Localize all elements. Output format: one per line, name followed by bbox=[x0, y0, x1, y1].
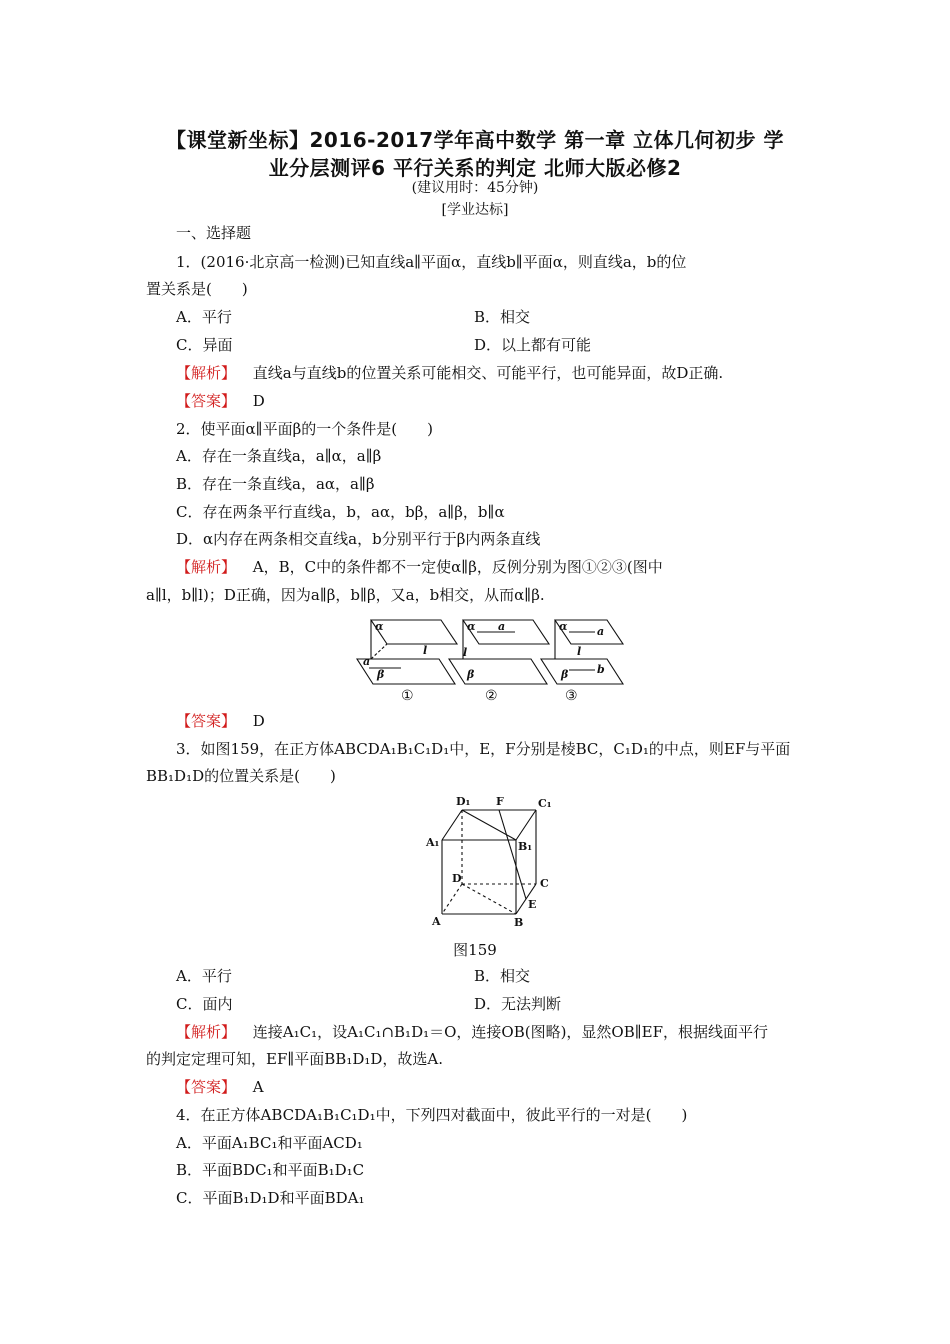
q1-analysis-text: 直线a与直线b的位置关系可能相交、可能平行，也可能异面，故D正确. bbox=[252, 364, 724, 382]
vertex-A1: A₁ bbox=[426, 836, 440, 849]
label-beta-1: β bbox=[377, 668, 385, 681]
q4-stem: 4．在正方体ABCDA₁B₁C₁D₁中，下列四对截面中，彼此平行的一对是( ) bbox=[176, 1106, 688, 1124]
vertex-A: A bbox=[432, 915, 441, 928]
q2-analysis-text-1: A，B，C中的条件都不一定使α∥β，反例分别为图①②③(图中 bbox=[252, 558, 663, 576]
segment-D1B1 bbox=[462, 810, 516, 840]
figure-number-3: ③ bbox=[565, 688, 578, 704]
q3-analysis-text-1: 连接A₁C₁，设A₁C₁∩B₁D₁＝O，连接OB(图略)，显然OB∥EF，根据线面平行 bbox=[252, 1023, 769, 1041]
analysis-tag: 【解析】 bbox=[176, 558, 237, 576]
label-a-3: a bbox=[597, 625, 605, 638]
q4-option-b: B．平面BDC₁和平面B₁D₁C bbox=[176, 1161, 365, 1179]
label-l-1: l bbox=[423, 644, 428, 657]
q1-option-d: D．以上都有可能 bbox=[474, 336, 592, 354]
figure-number-2: ② bbox=[485, 688, 498, 704]
analysis-tag: 【解析】 bbox=[176, 1023, 237, 1041]
q3-analysis-line-2: 的判定定理可知，EF∥平面BB₁D₁D，故选A. bbox=[146, 1050, 444, 1068]
vertex-C1: C₁ bbox=[538, 797, 552, 810]
hidden-segment-DB bbox=[462, 884, 516, 914]
q2-stem: 2．使平面α∥平面β的一个条件是( ) bbox=[176, 420, 433, 438]
vertex-D1: D₁ bbox=[456, 795, 471, 808]
q3-option-a: A．平行 bbox=[176, 967, 232, 985]
q2-answer bbox=[176, 711, 265, 731]
q1-stem-line-1: 1．(2016·北京高一检测)已知直线a∥平面α，直线b∥平面α，则直线a，b的位 bbox=[176, 253, 687, 271]
q1-answer-value: D bbox=[252, 392, 265, 410]
edge-D1A1 bbox=[442, 810, 462, 840]
q2-figure bbox=[355, 614, 625, 706]
q3-option-d: D．无法判断 bbox=[474, 995, 562, 1013]
vertex-D: D bbox=[452, 872, 462, 885]
label-beta-3: β bbox=[561, 668, 569, 681]
q2-option-c: C．存在两条平行直线a，b，aα，bβ，a∥β，b∥α bbox=[176, 503, 505, 521]
q2-option-b: B．存在一条直线a，aα，a∥β bbox=[176, 475, 375, 493]
q3-option-b: B．相交 bbox=[474, 967, 531, 985]
q1-answer bbox=[176, 391, 265, 411]
q4-option-a: A．平面A₁BC₁和平面ACD₁ bbox=[176, 1134, 363, 1152]
label-a-1: a bbox=[363, 655, 371, 668]
q3-figure-caption: 图159 bbox=[453, 941, 497, 959]
answer-tag: 【答案】 bbox=[176, 712, 237, 730]
q3-stem-line-1: 3．如图159，在正方体ABCDA₁B₁C₁D₁中，E，F分别是棱BC，C₁D₁的中点，则EF与平面 bbox=[176, 740, 791, 758]
q2-answer-value: D bbox=[252, 712, 265, 730]
time-hint: (建议用时：45分钟) bbox=[411, 180, 539, 196]
label-alpha-1: α bbox=[375, 620, 384, 633]
q1-option-b: B．相交 bbox=[474, 308, 531, 326]
q3-option-c: C．面内 bbox=[176, 995, 233, 1013]
q2-analysis-line-2: a∥l，b∥l)；D正确，因为a∥β，b∥β，又a，b相交，从而α∥β. bbox=[146, 586, 545, 604]
q1-stem-line-2: 置关系是( ) bbox=[146, 280, 248, 298]
analysis-tag: 【解析】 bbox=[176, 364, 237, 382]
plane-beta-3 bbox=[541, 659, 623, 684]
hidden-edge-1 bbox=[371, 644, 387, 659]
q4-option-c: C．平面B₁D₁D和平面BDA₁ bbox=[176, 1189, 365, 1207]
doc-title-line-2: 业分层测评6 平行关系的判定 北师大版必修2 bbox=[268, 156, 682, 180]
level-heading: [学业达标] bbox=[441, 202, 509, 218]
label-b-3: b bbox=[597, 663, 605, 676]
q2-analysis-line-1 bbox=[176, 557, 663, 577]
q3-answer bbox=[176, 1077, 264, 1097]
label-alpha-2: α bbox=[467, 620, 476, 633]
q1-analysis bbox=[176, 363, 723, 383]
point-E: E bbox=[528, 898, 537, 911]
label-l-3: l bbox=[577, 645, 582, 658]
q3-cube-figure bbox=[420, 794, 560, 930]
plane-alpha-1 bbox=[371, 620, 457, 644]
hidden-edge-DA bbox=[442, 884, 462, 914]
q3-analysis-line-1 bbox=[176, 1022, 768, 1042]
answer-tag: 【答案】 bbox=[176, 1078, 237, 1096]
vertex-C: C bbox=[540, 877, 549, 890]
vertex-B1: B₁ bbox=[518, 840, 533, 853]
vertex-B: B bbox=[514, 916, 524, 929]
q3-stem-line-2: BB₁D₁D的位置关系是( ) bbox=[146, 767, 336, 785]
label-alpha-3: α bbox=[559, 620, 568, 633]
label-a-2: a bbox=[498, 620, 506, 633]
label-l-2: l bbox=[463, 646, 468, 659]
q2-option-a: A．存在一条直线a，a∥α，a∥β bbox=[176, 447, 382, 465]
doc-title-line-1: 【课堂新坐标】2016-2017学年高中数学 第一章 立体几何初步 学 bbox=[165, 128, 785, 152]
plane-beta-2 bbox=[449, 659, 547, 684]
q1-option-c: C．异面 bbox=[176, 336, 233, 354]
label-beta-2: β bbox=[467, 668, 475, 681]
section-heading: 一、选择题 bbox=[176, 224, 252, 242]
point-F: F bbox=[496, 795, 504, 808]
segment-FE bbox=[499, 810, 526, 899]
q3-answer-value: A bbox=[252, 1078, 264, 1096]
plane-beta-1 bbox=[357, 659, 455, 684]
q2-option-d: D．α内存在两条相交直线a，b分别平行于β内两条直线 bbox=[176, 530, 541, 548]
figure-number-1: ① bbox=[401, 688, 414, 704]
q1-option-a: A．平行 bbox=[176, 308, 232, 326]
edge-C1B1 bbox=[516, 810, 536, 840]
answer-tag: 【答案】 bbox=[176, 392, 237, 410]
